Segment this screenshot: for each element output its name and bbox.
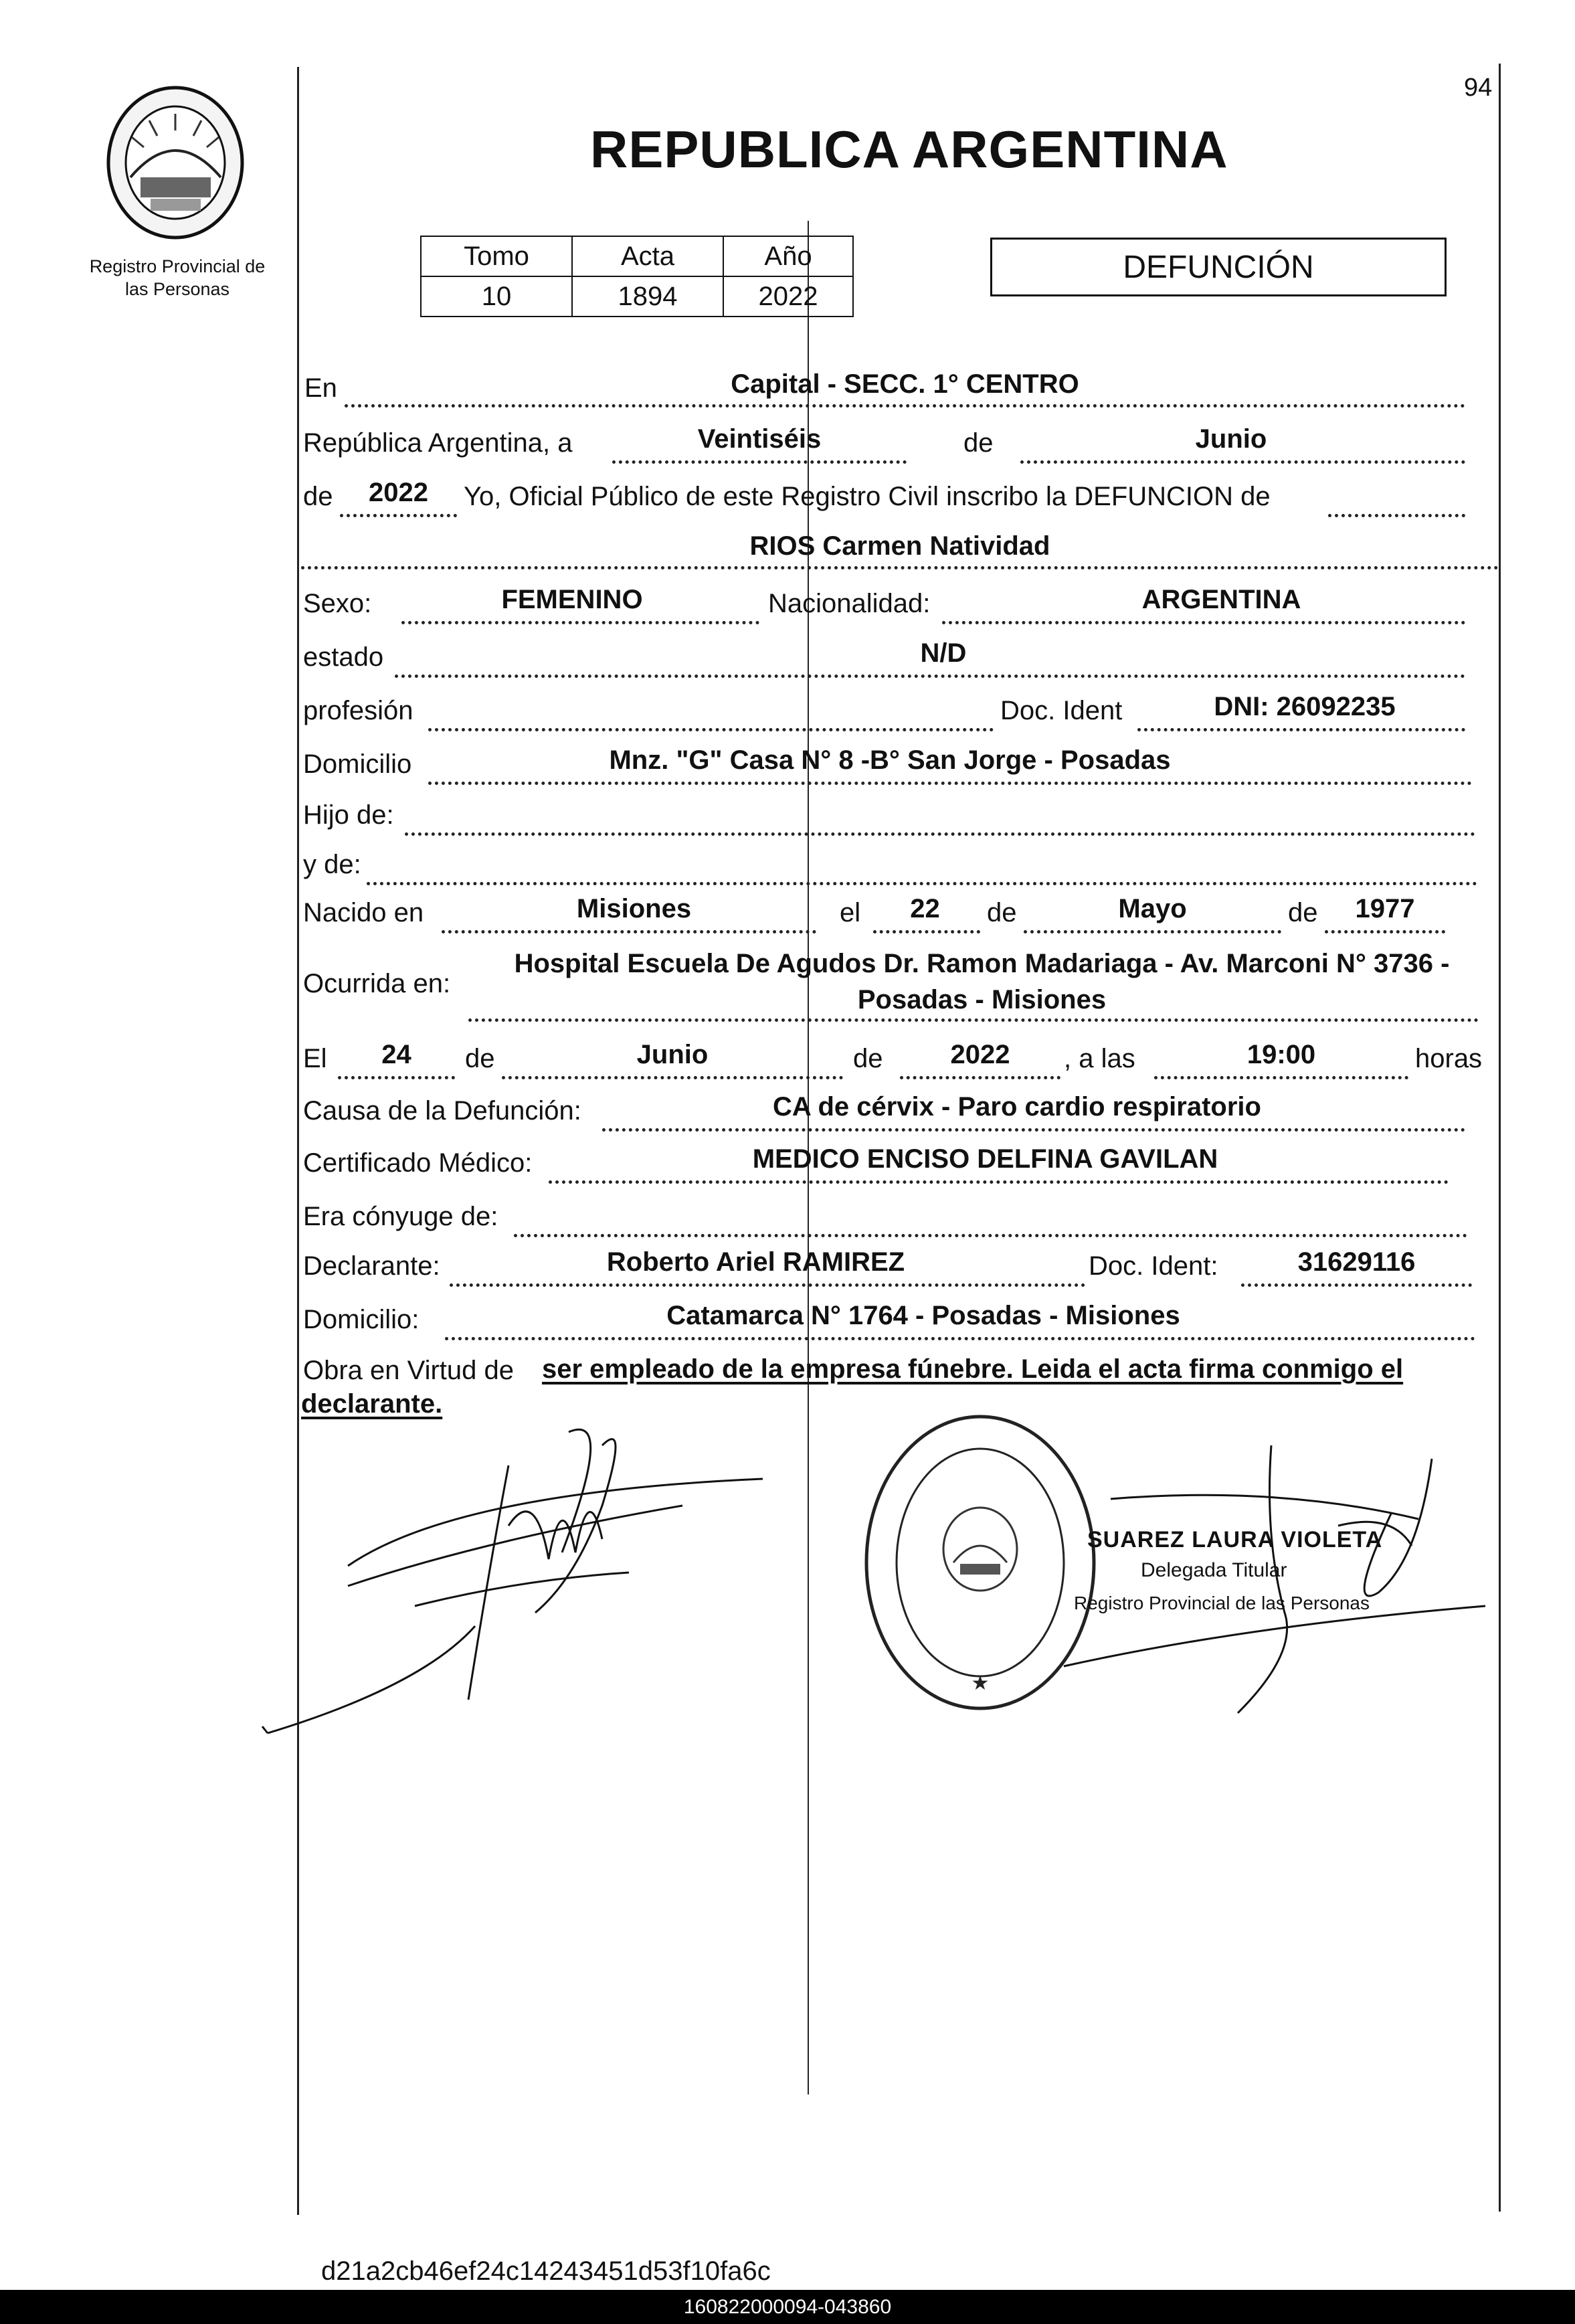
birth-month: Mayo bbox=[1118, 894, 1187, 923]
left-margin-line bbox=[297, 67, 299, 2215]
sexo-label: Sexo: bbox=[303, 589, 372, 618]
ocurrida-line-2: Posadas - Misiones bbox=[857, 985, 1107, 1014]
de-label: de bbox=[963, 428, 994, 458]
dots-nacionalidad bbox=[942, 621, 1465, 624]
officer-text: Yo, Oficial Público de este Registro Civil inscribo la DEFUNCION de bbox=[464, 482, 1271, 511]
dots-decl-domicilio bbox=[445, 1337, 1475, 1340]
doc-value: DNI: 26092235 bbox=[1214, 692, 1396, 721]
dots-yde bbox=[367, 882, 1477, 885]
republica-label: República Argentina, a bbox=[303, 428, 573, 458]
registry-line-2: las Personas bbox=[124, 278, 230, 299]
nacionalidad-label: Nacionalidad: bbox=[768, 589, 931, 618]
record-table bbox=[420, 236, 854, 317]
dots-year bbox=[340, 514, 457, 517]
ocurrida-label: Ocurrida en: bbox=[303, 969, 451, 998]
en-label: En bbox=[304, 373, 337, 403]
dots-doc bbox=[1137, 728, 1465, 731]
dots-declarante bbox=[450, 1283, 1085, 1287]
official-title: Delegada Titular bbox=[1141, 1559, 1287, 1581]
right-margin-line bbox=[1499, 64, 1501, 2212]
obra-label: Obra en Virtud de bbox=[303, 1356, 515, 1385]
death-month: Junio bbox=[636, 1040, 709, 1069]
official-org: Registro Provincial de las Personas bbox=[1074, 1593, 1370, 1613]
dots-estado bbox=[395, 675, 1465, 678]
header-tomo: Tomo bbox=[421, 236, 572, 276]
dots-death-month bbox=[502, 1076, 843, 1079]
month: Junio bbox=[1195, 424, 1267, 454]
ocurrida-line-1: Hospital Escuela De Agudos Dr. Ramon Madariaga - Av. Marconi N° 3736 - bbox=[514, 949, 1450, 978]
decl-doc-value: 31629116 bbox=[1297, 1247, 1416, 1277]
obra-value: ser empleado de la empresa fúnebre. Leida el acta firma conmigo el bbox=[542, 1354, 1404, 1384]
dots-name bbox=[301, 566, 1499, 569]
dots-death-day bbox=[338, 1076, 455, 1079]
alas-label: , a las bbox=[1064, 1044, 1135, 1073]
domicilio-value: Mnz. "G" Casa N° 8 -B° San Jorge - Posadas bbox=[609, 745, 1171, 775]
province-seal bbox=[104, 84, 248, 241]
dots-en bbox=[345, 404, 1465, 408]
dots-domicilio bbox=[428, 782, 1472, 785]
official-name: SUAREZ LAURA VIOLETA bbox=[1087, 1527, 1383, 1552]
death-de-1: de bbox=[465, 1044, 495, 1073]
document-title: REPUBLICA ARGENTINA bbox=[590, 120, 1228, 179]
registry-line-1: Registro Provincial de bbox=[89, 256, 266, 276]
dots-officer bbox=[1328, 514, 1465, 517]
declarante-value: Roberto Ariel RAMIREZ bbox=[606, 1247, 905, 1277]
conyuge-label: Era cónyuge de: bbox=[303, 1202, 498, 1231]
nacido-value: Misiones bbox=[576, 894, 692, 923]
birth-de-2: de bbox=[1288, 898, 1318, 927]
nacido-label: Nacido en bbox=[303, 898, 424, 927]
death-year: 2022 bbox=[950, 1040, 1010, 1069]
el2-label: El bbox=[303, 1044, 327, 1073]
dots-death-year bbox=[900, 1076, 1060, 1079]
estado-label: estado bbox=[303, 642, 384, 672]
dots-birth-day bbox=[873, 930, 980, 933]
svg-text:★: ★ bbox=[971, 1672, 990, 1695]
certificado-value: MEDICO ENCISO DELFINA GAVILAN bbox=[752, 1144, 1218, 1174]
decl-domicilio-label: Domicilio: bbox=[303, 1305, 420, 1334]
day-words: Veintiséis bbox=[697, 424, 822, 454]
dots-ocurrida bbox=[468, 1018, 1479, 1022]
decl-domicilio-value: Catamarca N° 1764 - Posadas - Misiones bbox=[666, 1301, 1180, 1330]
dots-sexo bbox=[401, 621, 759, 624]
causa-value: CA de cérvix - Paro cardio respiratorio bbox=[773, 1092, 1261, 1122]
hijo-label: Hijo de: bbox=[303, 800, 394, 830]
causa-label: Causa de la Defunción: bbox=[303, 1096, 581, 1126]
obra-value-2: declarante. bbox=[301, 1389, 443, 1419]
domicilio-label: Domicilio bbox=[303, 749, 412, 779]
certificado-label: Certificado Médico: bbox=[303, 1148, 533, 1178]
footer-code: 160822000094-043860 bbox=[0, 2290, 1575, 2324]
dots-decl-doc bbox=[1241, 1283, 1472, 1287]
dots-nacido bbox=[442, 930, 816, 933]
decl-doc-label: Doc. Ident: bbox=[1089, 1251, 1218, 1281]
header-ano: Año bbox=[723, 236, 853, 276]
death-day: 24 bbox=[381, 1040, 411, 1069]
page-number: 94 bbox=[1464, 74, 1493, 102]
dots-time bbox=[1154, 1076, 1408, 1079]
dots-causa bbox=[602, 1128, 1465, 1132]
birth-day: 22 bbox=[910, 894, 940, 923]
registry-name bbox=[64, 256, 291, 301]
en-value: Capital - SECC. 1° CENTRO bbox=[731, 369, 1079, 399]
doc-label: Doc. Ident bbox=[1000, 696, 1123, 725]
dots-certificado bbox=[549, 1180, 1449, 1184]
yde-label: y de: bbox=[303, 850, 361, 879]
dots-month bbox=[1020, 460, 1465, 464]
deceased-name: RIOS Carmen Natividad bbox=[749, 531, 1050, 561]
dots-hijo bbox=[405, 832, 1475, 836]
sexo-value: FEMENINO bbox=[501, 585, 643, 614]
value-ano: 2022 bbox=[723, 276, 853, 317]
dots-day bbox=[612, 460, 907, 464]
declarant-signature bbox=[254, 1405, 790, 1753]
death-de-2: de bbox=[853, 1044, 883, 1073]
profesion-label: profesión bbox=[303, 696, 413, 725]
header-acta: Acta bbox=[572, 236, 723, 276]
year-de-label: de bbox=[303, 482, 333, 511]
birth-year: 1977 bbox=[1355, 894, 1415, 923]
death-time: 19:00 bbox=[1246, 1040, 1316, 1069]
value-tomo: 10 bbox=[421, 276, 572, 317]
value-acta: 1894 bbox=[572, 276, 723, 317]
dots-profesion bbox=[428, 728, 994, 731]
dots-birth-year bbox=[1325, 930, 1445, 933]
horas-label: horas bbox=[1415, 1044, 1483, 1073]
nacionalidad-value: ARGENTINA bbox=[1141, 585, 1301, 614]
declarante-label: Declarante: bbox=[303, 1251, 440, 1281]
document-hash: d21a2cb46ef24c14243451d53f10fa6c bbox=[321, 2256, 771, 2286]
dots-birth-month bbox=[1024, 930, 1281, 933]
estado-value: N/D bbox=[920, 638, 967, 668]
year: 2022 bbox=[369, 478, 428, 507]
dots-conyuge bbox=[514, 1234, 1467, 1237]
record-type-box: DEFUNCIÓN bbox=[990, 238, 1447, 296]
el-label: el bbox=[840, 898, 861, 927]
birth-de-1: de bbox=[987, 898, 1017, 927]
